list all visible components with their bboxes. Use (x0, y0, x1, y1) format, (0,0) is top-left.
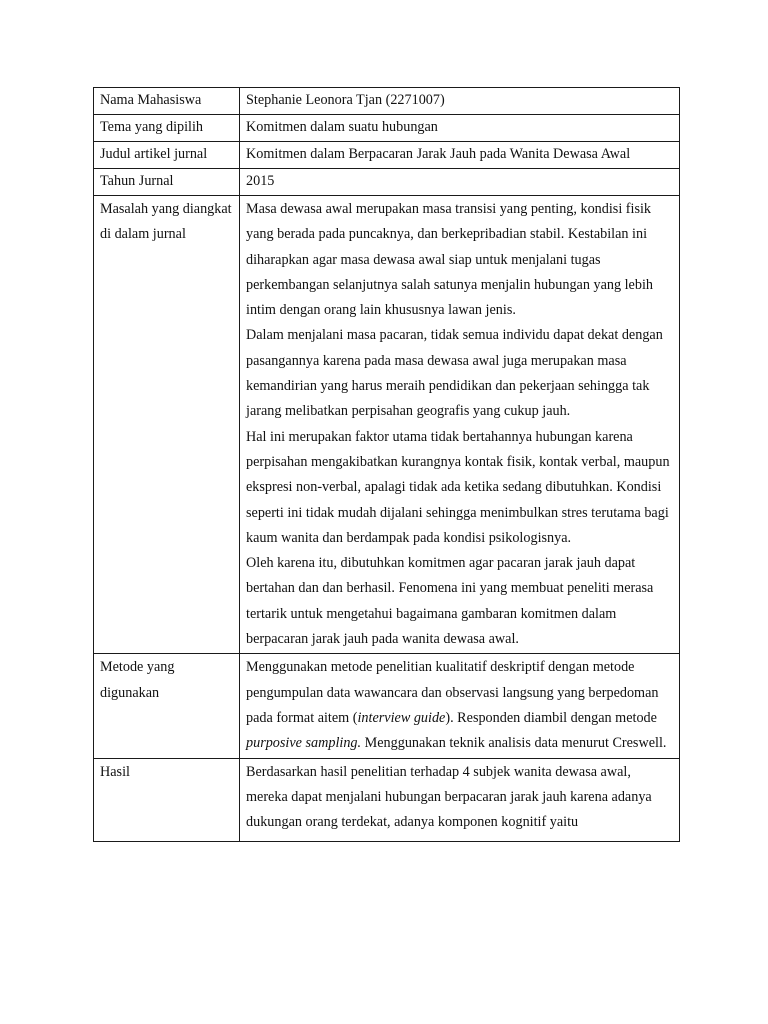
metode-text-2: ). Responden diambil dengan metode (445, 709, 657, 726)
label-metode-text: Metode yang digunakan (100, 659, 175, 701)
label-tema: Tema yang dipilih (94, 115, 240, 142)
table-row-hasil (94, 758, 680, 841)
masalah-paragraph-2: Dalam menjalani masa pacaran, tidak semua individu dapat dekat dengan pasangannya karena pada masa dewasa awal juga merupakan masa kemandirian yang harus meraih pendidikan dan pekerjaan sehingga tak jarang melibatkan perpisahan geografis yang cukup jauh. (246, 327, 663, 420)
metode-italic-purposive-sampling: purposive sampling. (246, 735, 362, 752)
value-nama-mahasiswa: Stephanie Leonora Tjan (2271007) (240, 88, 680, 115)
metode-text-3: Menggunakan teknik analisis data menurut Creswell. (361, 735, 667, 752)
metode-text-1: Menggunakan metode penelitian kualitatif deskriptif dengan metode pengumpulan data wawancara dan observasi langsung yang berpedoman pada format aitem ( (246, 659, 659, 726)
masalah-paragraph-1: Masa dewasa awal merupakan masa transisi yang penting, kondisi fisik yang berada pada puncaknya, dan berkepribadian stabil. Kestabilan ini diharapkan agar masa dewasa awal siap untuk menjalani tugas perkembangan selanjutnya salah satunya menjalin hubungan yang lebih intim dengan orang lain khususnya lawan jenis. (246, 201, 653, 319)
table-row-tahun (94, 169, 680, 196)
table-row-metode (94, 654, 680, 758)
hasil-paragraph: Berdasarkan hasil penelitian terhadap 4 subjek wanita dewasa awal, mereka dapat menjalani hubungan berpacaran jarak jauh karena adanya dukungan orang terdekat, adanya komponen kognitif yaitu (246, 763, 652, 831)
value-hasil (240, 758, 680, 841)
table-row-tema (94, 115, 680, 142)
table-row-nama (94, 88, 680, 115)
value-metode (240, 654, 680, 758)
masalah-paragraph-3: Hal ini merupakan faktor utama tidak bertahannya hubungan karena perpisahan mengakibatkan kurangnya kontak fisik, kontak verbal, maupun ekspresi non-verbal, apalagi tidak ada ketika sedang dibutuhkan. Kondisi seperti ini tidak mudah dijalani sehingga menimbulkan stres terutama bagi kaum wanita dan berdampak pada kondisi psikologisnya. (246, 428, 670, 546)
metode-italic-interview-guide: interview guide (357, 709, 446, 726)
label-nama-mahasiswa: Nama Mahasiswa (94, 88, 240, 115)
label-hasil (94, 758, 240, 841)
value-judul-artikel: Komitmen dalam Berpacaran Jarak Jauh pada Wanita Dewasa Awal (240, 142, 680, 169)
label-metode (94, 654, 240, 758)
table-row-judul (94, 142, 680, 169)
masalah-paragraph-4: Oleh karena itu, dibutuhkan komitmen agar pacaran jarak jauh dapat bertahan dan dan berhasil. Fenomena ini yang membuat peneliti merasa tertarik untuk mengetahui bagaimana gambaran komitmen dalam berpacaran jarak jauh pada wanita dewasa awal. (246, 555, 654, 648)
journal-review-table (93, 87, 680, 842)
label-masalah (94, 196, 240, 654)
label-judul-artikel: Judul artikel jurnal (94, 142, 240, 169)
table-row-masalah (94, 196, 680, 654)
label-hasil-text: Hasil (100, 763, 130, 780)
value-tema: Komitmen dalam suatu hubungan (240, 115, 680, 142)
label-masalah-text: Masalah yang diangkat di dalam jurnal (100, 201, 232, 243)
label-tahun-jurnal: Tahun Jurnal (94, 169, 240, 196)
value-tahun-jurnal: 2015 (240, 169, 680, 196)
value-masalah (240, 196, 680, 654)
